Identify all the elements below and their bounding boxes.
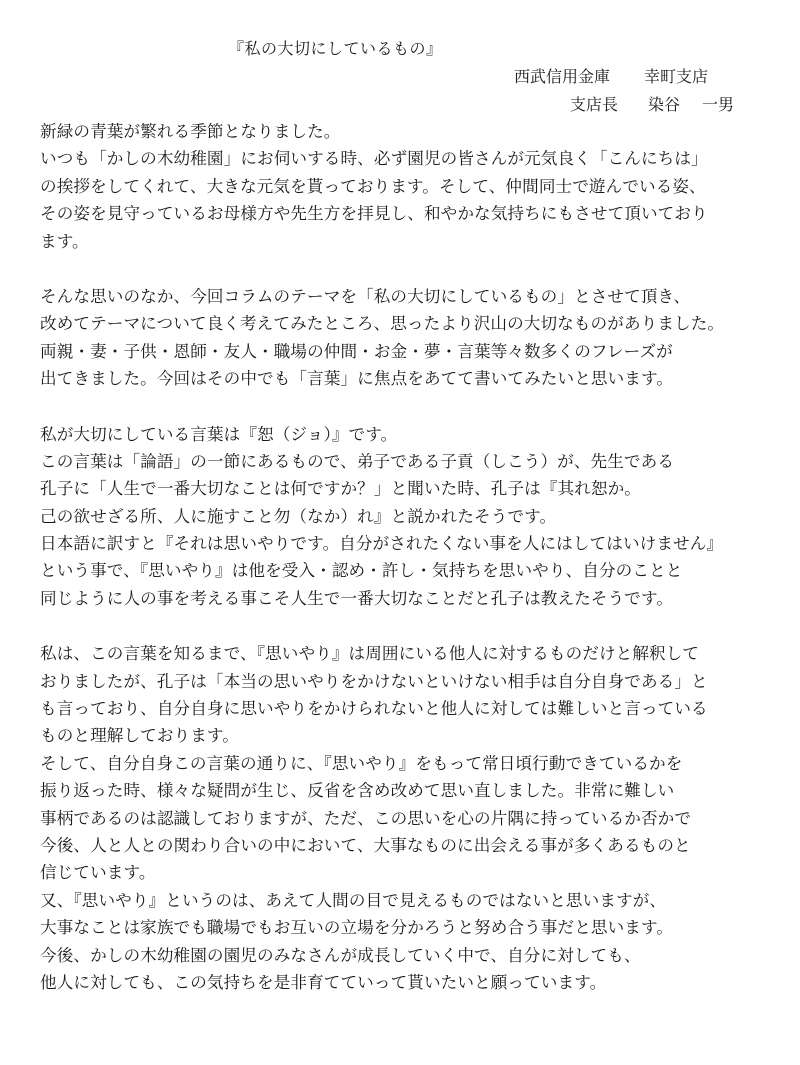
text-line: という事で、『思いやり』は他を受入・認め・許し・気持ちを思いやり、自分のことと [40, 561, 683, 581]
text-line: も言っており、自分自身に思いやりをかけられないと他人に対しては難しいと言っている [40, 699, 708, 719]
text-line: 又、『思いやり』というのは、あえて人間の目で見えるものではないと思いますが、 [40, 890, 667, 910]
text-line: 両親・妻・子供・恩師・友人・職場の仲間・お金・夢・言葉等々数多くのフレーズが [40, 341, 673, 361]
text-line: 私は、この言葉を知るまで、『思いやり』は周囲にいる他人に対するものだけと解釈して [40, 644, 700, 664]
text-line: 今後、かしの木幼稚園の園児のみなさんが成長していく中で、自分に対しても、 [40, 945, 641, 965]
text-line: 振り返った時、様々な疑問が生じ、反省を含め改めて思い直しました。非常に難しい [40, 781, 675, 801]
text-line: おりましたが、孔子は「本当の思いやりをかけないといけない相手は自分自身である」と [40, 671, 708, 691]
text-line: 今後、人と人との関わり合いの中において、大事なものに出会える事が多くあるものと [40, 835, 691, 855]
text-line: 大事なことは家族でも職場でもお互いの立場を分かろうと努め合う事だと思います。 [40, 918, 674, 938]
text-line: そして、自分自身この言葉の通りに、『思いやり』をもって常日頃行動できているかを [40, 753, 683, 773]
text-line: ます。 [40, 231, 89, 251]
paragraph [40, 283, 780, 393]
author-line [570, 92, 734, 115]
text-line: ものと理解しております。 [40, 726, 239, 746]
organization-name: 西武信用金庫 [514, 67, 611, 86]
author-given-name: 一男 [702, 95, 735, 114]
text-line: この言葉は「論語」の一節にあるもので、弟子である子貢（しこう）が、先生である [40, 451, 675, 471]
text-line: 事柄であるのは認識しておりますが、ただ、この思いを心の片隅に持っているか否かで [40, 808, 692, 828]
document-title: 『私の大切にしているもの』 [228, 39, 443, 58]
text-line: 新緑の青葉が繁れる季節となりました。 [40, 122, 341, 141]
text-line: 改めてテーマについて良く考えてみたところ、思ったより沢山の大切なものがありました。 [40, 314, 725, 334]
paragraph [40, 421, 780, 613]
text-line: 己の欲せざる所、人に施すこと勿（なか）れ』と説かれたそうです。 [40, 506, 557, 526]
author-role: 支店長 [570, 95, 619, 114]
organization-line [514, 64, 708, 87]
text-line: 出てきました。今回はその中でも「言葉」に焦点をあてて書いてみたいと思います。 [40, 369, 674, 389]
text-line: いつも「かしの木幼稚園」にお伺いする時、必ず園児の皆さんが元気良く「こんにちは」 [40, 149, 708, 169]
paragraph [40, 640, 780, 996]
text-line: の挨拶をしてくれて、大きな元気を貰っております。そして、仲間同士で遊んでいる姿、 [40, 176, 706, 196]
text-line: 私が大切にしている言葉は『恕（ジョ）』です。 [40, 424, 398, 444]
paragraph [40, 118, 780, 255]
text-line: 孔子に「人生で一番大切なことは何ですか？」と聞いた時、孔子は『其れ恕か。 [40, 479, 641, 499]
text-line: そんな思いのなか、今回コラムのテーマを「私の大切にしているもの」とさせて頂き、 [40, 286, 691, 306]
branch-name: 幸町支店 [644, 67, 709, 86]
text-line: 同じように人の事を考える事こそ人生で一番大切なことだと孔子は教えたそうです。 [40, 588, 674, 608]
text-line: 日本語に訳すと『それは思いやりです。自分がされたくない事を人にはしてはいけません』 [40, 534, 724, 554]
text-line: その姿を見守っているお母様方や先生方を拝見し、和やかな気持ちにもさせて頂いており [40, 204, 708, 224]
document-body [40, 118, 780, 1024]
author-surname: 染谷 [648, 95, 681, 114]
text-line: 信じています。 [40, 863, 156, 883]
text-line: 他人に対しても、この気持ちを是非育てていって貰いたいと願っています。 [40, 972, 607, 992]
